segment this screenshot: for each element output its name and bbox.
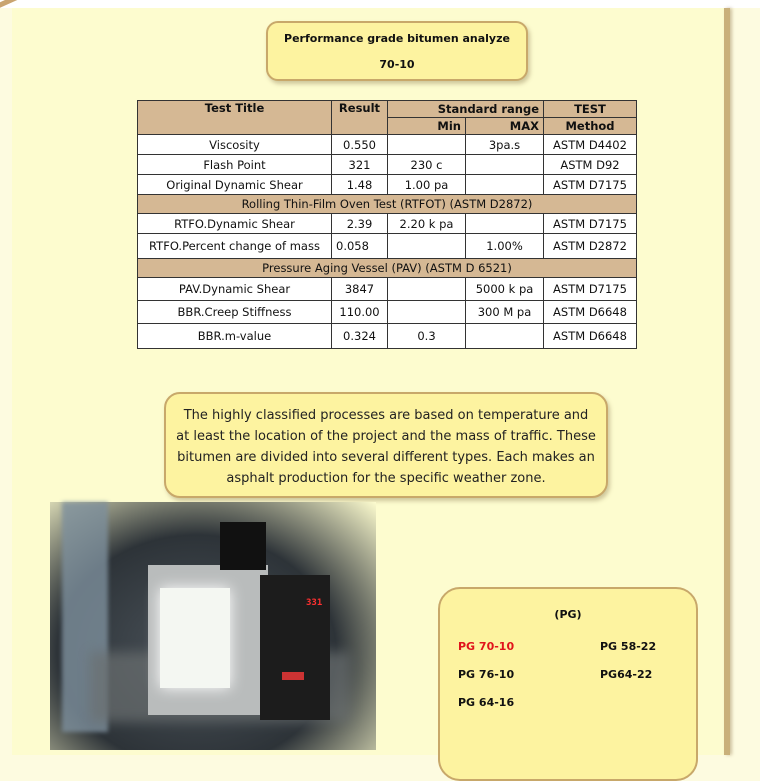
row-max <box>466 324 544 349</box>
row-min <box>388 278 466 301</box>
table-header-row <box>138 101 637 118</box>
row-method: ASTM D4402 <box>544 135 637 155</box>
row-method: ASTM D2872 <box>544 234 637 259</box>
row-result: 0.058 <box>332 234 388 259</box>
table-row <box>138 234 637 259</box>
row-result: 3847 <box>332 278 388 301</box>
photo-display-reading: 331 <box>306 598 323 608</box>
row-method: ASTM D7175 <box>544 175 637 195</box>
spec-table <box>137 100 637 349</box>
header-result: Result <box>332 101 388 135</box>
row-title: Original Dynamic Shear <box>138 175 332 195</box>
row-title: BBR.m-value <box>138 324 332 349</box>
pg-item-64-16: PG 64-16 <box>458 696 515 709</box>
photo-label-sticker <box>282 672 304 680</box>
row-result: 110.00 <box>332 301 388 324</box>
row-max <box>466 155 544 175</box>
row-title: RTFO.Dynamic Shear <box>138 214 332 234</box>
section-row-rtfot <box>138 195 637 214</box>
pg-item-58-22: PG 58-22 <box>600 640 657 653</box>
pg-item-70-10: PG 70-10 <box>458 640 515 653</box>
note-text: The highly classified processes are based on temperature and at least the location of the project and the mass of traffic. These bitumen are divided into several different types. Each makes an asphalt production for the specific weather zone. <box>176 408 596 486</box>
row-min: 2.20 k pa <box>388 214 466 234</box>
row-title: Viscosity <box>138 135 332 155</box>
table-row <box>138 175 637 195</box>
note-box <box>164 392 608 498</box>
row-result: 1.48 <box>332 175 388 195</box>
row-result: 0.324 <box>332 324 388 349</box>
row-result: 0.550 <box>332 135 388 155</box>
row-method: ASTM D7175 <box>544 214 637 234</box>
row-title: Flash Point <box>138 155 332 175</box>
table-row <box>138 278 637 301</box>
grade-label: 70-10 <box>379 58 415 71</box>
row-method: ASTM D7175 <box>544 278 637 301</box>
page-title: Performance grade bitumen analyze <box>284 32 510 45</box>
table-row <box>138 155 637 175</box>
row-title: PAV.Dynamic Shear <box>138 278 332 301</box>
row-method: ASTM D6648 <box>544 324 637 349</box>
table-row <box>138 214 637 234</box>
photo-control-panel <box>260 575 330 720</box>
row-max: 300 M pa <box>466 301 544 324</box>
header-test-method-2: Method <box>544 118 637 135</box>
row-min: 230 c <box>388 155 466 175</box>
row-min: 1.00 pa <box>388 175 466 195</box>
header-test-title: Test Title <box>138 101 332 135</box>
row-max <box>466 214 544 234</box>
row-result: 2.39 <box>332 214 388 234</box>
row-max: 3pa.s <box>466 135 544 155</box>
lab-equipment-photo <box>50 502 376 750</box>
pg-item-76-10: PG 76-10 <box>458 668 515 681</box>
header-max: MAX <box>466 118 544 135</box>
right-border-decoration <box>724 8 730 755</box>
pg-title: (PG) <box>554 608 582 621</box>
pg-item-64-22: PG64-22 <box>600 668 653 681</box>
table-row <box>138 135 637 155</box>
row-title: BBR.Creep Stiffness <box>138 301 332 324</box>
table-row <box>138 324 637 349</box>
photo-bath-lid <box>220 522 266 570</box>
row-method: ASTM D92 <box>544 155 637 175</box>
row-min: 0.3 <box>388 324 466 349</box>
row-title: RTFO.Percent change of mass <box>138 234 332 259</box>
photo-bath-window <box>160 588 230 688</box>
row-min <box>388 135 466 155</box>
header-test-method-1: TEST <box>544 101 637 118</box>
section-title: Pressure Aging Vessel (PAV) (ASTM D 6521) <box>138 259 637 278</box>
row-min <box>388 234 466 259</box>
header-standard-range: Standard range <box>388 101 544 118</box>
section-row-pav <box>138 259 637 278</box>
pg-grades-box <box>438 587 698 781</box>
section-title: Rolling Thin-Film Oven Test (RTFOT) (ASTM D2872) <box>138 195 637 214</box>
row-min <box>388 301 466 324</box>
table-row <box>138 301 637 324</box>
row-method: ASTM D6648 <box>544 301 637 324</box>
top-edge <box>0 0 760 8</box>
header-min: Min <box>388 118 466 135</box>
row-result: 321 <box>332 155 388 175</box>
row-max <box>466 175 544 195</box>
title-box <box>266 21 528 81</box>
row-max: 1.00% <box>466 234 544 259</box>
row-max: 5000 k pa <box>466 278 544 301</box>
